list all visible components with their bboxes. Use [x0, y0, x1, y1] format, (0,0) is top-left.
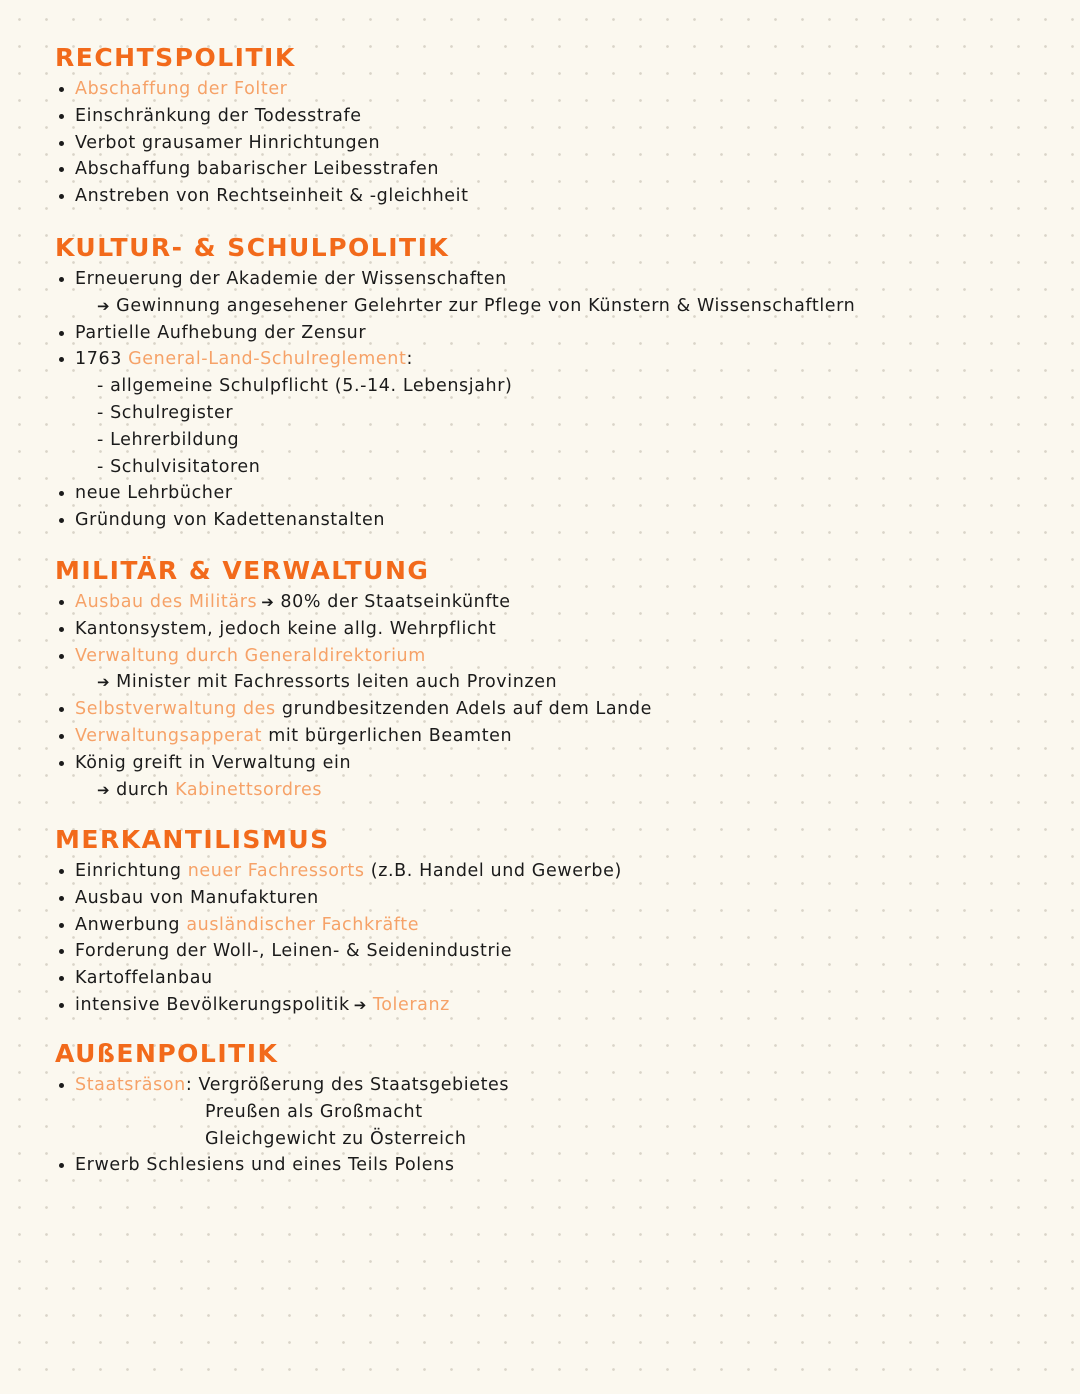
list-item	[55, 589, 1045, 616]
list-continuation	[55, 1126, 1045, 1153]
item-text: mit bürgerlichen Beamten	[268, 725, 513, 746]
item-text: Minister mit Fachressorts leiten auch Provinzen	[116, 672, 558, 693]
item-text: Partielle Aufhebung der Zensur	[75, 322, 367, 343]
item-text: 80% der Staatseinkünfte	[280, 592, 511, 612]
item-text: Gründung von Kadettenanstalten	[75, 510, 386, 531]
item-text: Verbot grausamer Hinrichtungen	[75, 132, 381, 153]
list-item	[55, 156, 1045, 183]
section-title: AUßENPOLITIK	[55, 1039, 279, 1068]
item-text: Anstreben von Rechtseinheit & -gleichheit	[75, 186, 469, 207]
list-item	[55, 76, 1045, 103]
section-title: KULTUR- & SCHULPOLITIK	[55, 233, 450, 262]
list-item	[55, 938, 1045, 965]
item-text: Erwerb Schlesiens und eines Teils Polens	[75, 1155, 455, 1176]
item-text: : Vergrößerung des Staatsgebietes	[185, 1075, 510, 1095]
item-text: ausländischer Fachkräfte	[186, 914, 420, 935]
section-merkantilismus	[55, 824, 1045, 1019]
list-item	[55, 266, 1045, 293]
arrow-right-icon: ➔	[261, 593, 275, 611]
item-year: 1763	[75, 349, 122, 370]
list-item	[55, 616, 1045, 643]
item-text: - Schulregister	[97, 402, 234, 423]
list-item	[55, 965, 1045, 992]
item-text: Verwaltungsapperat	[75, 725, 263, 746]
list-item	[55, 346, 1045, 373]
list-continuation	[55, 1099, 1045, 1126]
list-subitem	[55, 400, 1045, 427]
item-text: Preußen als Großmacht	[205, 1101, 423, 1122]
list-item	[55, 183, 1045, 210]
item-text: König greift in Verwaltung ein	[75, 752, 352, 773]
item-text: Abschaffung der Folter	[75, 79, 288, 99]
list-subitem	[55, 777, 1045, 804]
item-text: Anwerbung	[75, 914, 181, 935]
list-item	[55, 885, 1045, 912]
item-text: Abschaffung babarischer Leibesstrafen	[75, 159, 440, 180]
item-text: Ausbau des Militärs	[75, 592, 258, 612]
item-text: Einschränkung der Todesstrafe	[75, 105, 362, 126]
list-item	[55, 130, 1045, 157]
list-item	[55, 723, 1045, 750]
item-text: Verwaltung durch Generaldirektorium	[75, 645, 426, 666]
arrow-right-icon: ➔	[97, 296, 111, 315]
item-text: - Schulvisitatoren	[97, 456, 261, 477]
item-text: Gleichgewicht zu Österreich	[205, 1128, 467, 1149]
arrow-right-icon: ➔	[353, 995, 367, 1014]
list-subitem	[55, 293, 1045, 320]
item-text: Kabinettsordres	[175, 779, 323, 800]
list-item	[55, 992, 1045, 1019]
list-item	[55, 912, 1045, 939]
item-text: - allgemeine Schulpflicht (5.-14. Lebensjahr)	[97, 376, 513, 397]
list-item	[55, 320, 1045, 347]
item-text: Forderung der Woll-, Leinen- & Seidenindustrie	[75, 941, 513, 962]
item-text: intensive Bevölkerungspolitik	[75, 994, 350, 1015]
list-item	[55, 750, 1045, 777]
item-text: durch	[116, 779, 169, 800]
item-text: neue Lehrbücher	[75, 483, 233, 504]
item-text: Toleranz	[372, 994, 450, 1015]
item-text: Einrichtung	[75, 861, 182, 881]
item-text: grundbesitzenden Adels auf dem Lande	[281, 699, 652, 720]
list-subitem	[55, 454, 1045, 481]
list-item	[55, 696, 1045, 723]
item-text: neuer Fachressorts	[187, 861, 365, 881]
list-item	[55, 507, 1045, 534]
list-item	[55, 1072, 1045, 1099]
list-item	[55, 643, 1045, 670]
list-item	[55, 480, 1045, 507]
section-rechtspolitik	[55, 42, 1045, 210]
section-title: MERKANTILISMUS	[55, 825, 330, 854]
item-text: Kantonsystem, jedoch keine allg. Wehrpflicht	[75, 618, 497, 639]
section-kulturpolitik	[55, 232, 1045, 534]
item-text: Gewinnung angesehener Gelehrter zur Pflege von Künstern & Wissenschaftlern	[116, 295, 856, 316]
list-item	[55, 103, 1045, 130]
item-text: General-Land-Schulreglement	[128, 349, 407, 370]
list-subitem	[55, 427, 1045, 454]
item-text: Erneuerung der Akademie der Wissenschaften	[75, 269, 507, 289]
section-militaer-verwaltung	[55, 555, 1045, 803]
list-subitem	[55, 373, 1045, 400]
list-item	[55, 1152, 1045, 1179]
item-text: Staatsräson	[75, 1075, 186, 1095]
list-subitem	[55, 669, 1045, 696]
item-text: (z.B. Handel und Gewerbe)	[370, 861, 622, 881]
item-colon: :	[406, 349, 413, 370]
section-aussenpolitik	[55, 1038, 1045, 1179]
arrow-right-icon: ➔	[97, 780, 111, 799]
section-title: RECHTSPOLITIK	[55, 43, 296, 72]
section-title: MILITÄR & VERWALTUNG	[55, 556, 430, 585]
item-text: Kartoffelanbau	[75, 968, 213, 989]
arrow-right-icon: ➔	[97, 673, 111, 692]
item-text: Ausbau von Manufakturen	[75, 887, 319, 908]
item-text: Selbstverwaltung des	[75, 699, 276, 720]
item-text: - Lehrerbildung	[97, 429, 240, 450]
list-item	[55, 858, 1045, 885]
